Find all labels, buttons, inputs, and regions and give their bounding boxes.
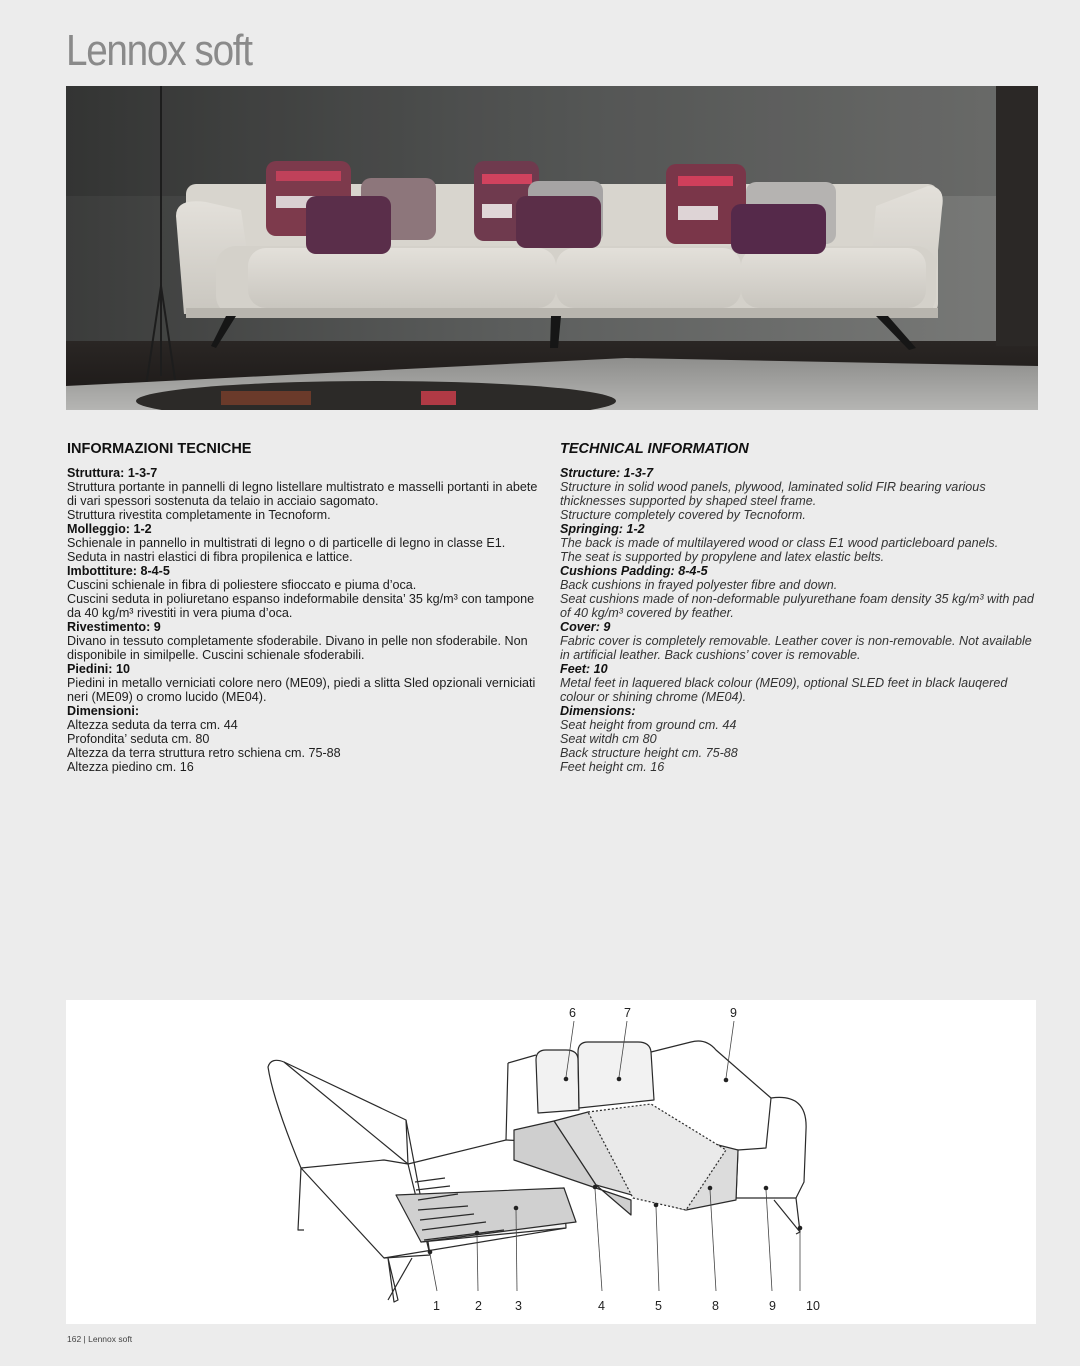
callout-label: 1 — [433, 1299, 440, 1313]
cutaway-diagram-svg — [66, 1000, 1036, 1324]
callout-label: 9 — [769, 1299, 776, 1313]
section-heading: TECHNICAL INFORMATION — [560, 441, 749, 457]
spec-title: Feet: 10 — [560, 662, 608, 676]
spec-block-dimensioni — [67, 704, 547, 774]
spec-title: Cover: 9 — [560, 620, 611, 634]
spec-text: Feet height cm. 16 — [560, 760, 665, 774]
spec-title: Springing: 1-2 — [560, 522, 645, 536]
spec-text: Struttura portante in pannelli di legno listellare multistrato e masselli portanti in abete di vari spessori sostenuta da telaio in acciaio sagomato. — [67, 480, 538, 508]
spec-text: Altezza seduta da terra cm. 44 — [67, 718, 238, 732]
spec-text: Altezza da terra struttura retro schiena cm. 75-88 — [67, 746, 341, 760]
spec-title: Structure: 1-3-7 — [560, 466, 654, 480]
spec-block-rivestimento — [67, 620, 547, 662]
spec-title: Molleggio: 1-2 — [67, 522, 152, 536]
spec-text: Cuscini schienale in fibra di poliestere sfioccato e piuma d’oca. — [67, 578, 417, 592]
spec-title: Dimensioni: — [67, 704, 140, 718]
spec-text: Altezza piedino cm. 16 — [67, 760, 194, 774]
spec-text: Divano in tessuto completamente sfoderabile. Divano in pelle non sfoderabile. Non disponibile in similpelle. Cuscini schienale sfoderabili. — [67, 634, 528, 662]
callout-label: 5 — [655, 1299, 662, 1313]
spec-block-imbottiture — [67, 564, 547, 620]
spec-block-structure — [560, 466, 1040, 522]
spec-block-dimensions — [560, 704, 1040, 774]
spec-text: Seat witdh cm 80 — [560, 732, 657, 746]
spec-block-feet — [560, 662, 1040, 704]
spec-title: Rivestimento: 9 — [67, 620, 161, 634]
callout-label: 8 — [712, 1299, 719, 1313]
technical-info-italian — [67, 441, 547, 774]
spec-title: Dimensions: — [560, 704, 636, 718]
spec-text: The back is made of multilayered wood or class E1 wood particleboard panels. — [560, 536, 999, 550]
spec-text: Fabric cover is completely removable. Leather cover is non-removable. Not available in artificial leather. Back cushions’ cover is removable. — [560, 634, 1032, 662]
page-title: Lennox soft — [66, 26, 252, 75]
spec-text: Profondita’ seduta cm. 80 — [67, 732, 210, 746]
section-heading: INFORMAZIONI TECNICHE — [67, 441, 252, 457]
spec-text: Seat cushions made of non-deformable pulyurethane foam density 35 kg/m³ with pad of 40 kg/m³ covered by feather. — [560, 592, 1034, 620]
spec-title: Imbottiture: 8-4-5 — [67, 564, 170, 578]
spec-text: The seat is supported by propylene and latex elastic belts. — [560, 550, 885, 564]
spec-block-cover — [560, 620, 1040, 662]
spec-text: Struttura rivestita completamente in Tecnoform. — [67, 508, 331, 522]
callout-label: 6 — [569, 1006, 576, 1020]
callout-label: 10 — [806, 1299, 820, 1313]
spec-block-struttura — [67, 466, 547, 522]
spec-text: Seduta in nastri elastici di fibra propilenica e lattice. — [67, 550, 353, 564]
spec-text: Seat height from ground cm. 44 — [560, 718, 737, 732]
technical-info-english — [560, 441, 1040, 774]
spec-text: Cuscini seduta in poliuretano espanso indeformabile densita’ 35 kg/m³ con tampone da 40 kg/m³ rivestiti in vera piuma d’oca. — [67, 592, 535, 620]
callout-label: 4 — [598, 1299, 605, 1313]
sofa-photo-illustration — [66, 86, 1038, 410]
spec-title: Cushions Padding: 8-4-5 — [560, 564, 708, 578]
spec-text: Back structure height cm. 75-88 — [560, 746, 738, 760]
cutaway-diagram — [66, 1000, 1036, 1324]
spec-title: Struttura: 1-3-7 — [67, 466, 158, 480]
page-footer: 162 | Lennox soft — [67, 1334, 133, 1344]
callout-label: 2 — [475, 1299, 482, 1313]
spec-block-cushions — [560, 564, 1040, 620]
spec-text: Structure in solid wood panels, plywood, laminated solid FIR bearing various thicknesses supported by shaped steel frame. — [560, 480, 986, 508]
spec-text: Piedini in metallo verniciati colore nero (ME09), piedi a slitta Sled opzionali verniciati neri (ME09) o cromo lucido (ME04). — [67, 676, 536, 704]
spec-block-springing — [560, 522, 1040, 564]
callout-label: 9 — [730, 1006, 737, 1020]
callout-label: 7 — [624, 1006, 631, 1020]
spec-block-piedini — [67, 662, 547, 704]
spec-block-molleggio — [67, 522, 547, 564]
spec-text: Back cushions in frayed polyester fibre and down. — [560, 578, 838, 592]
spec-text: Schienale in pannello in multistrati di legno o di particelle di legno in classe E1. — [67, 536, 506, 550]
product-photo — [66, 86, 1038, 410]
callout-label: 3 — [515, 1299, 522, 1313]
spec-text: Structure completely covered by Tecnoform. — [560, 508, 806, 522]
spec-text: Metal feet in laquered black colour (ME09), optional SLED feet in black lauqered colour or shining chrome (ME04). — [560, 676, 1008, 704]
spec-title: Piedini: 10 — [67, 662, 130, 676]
